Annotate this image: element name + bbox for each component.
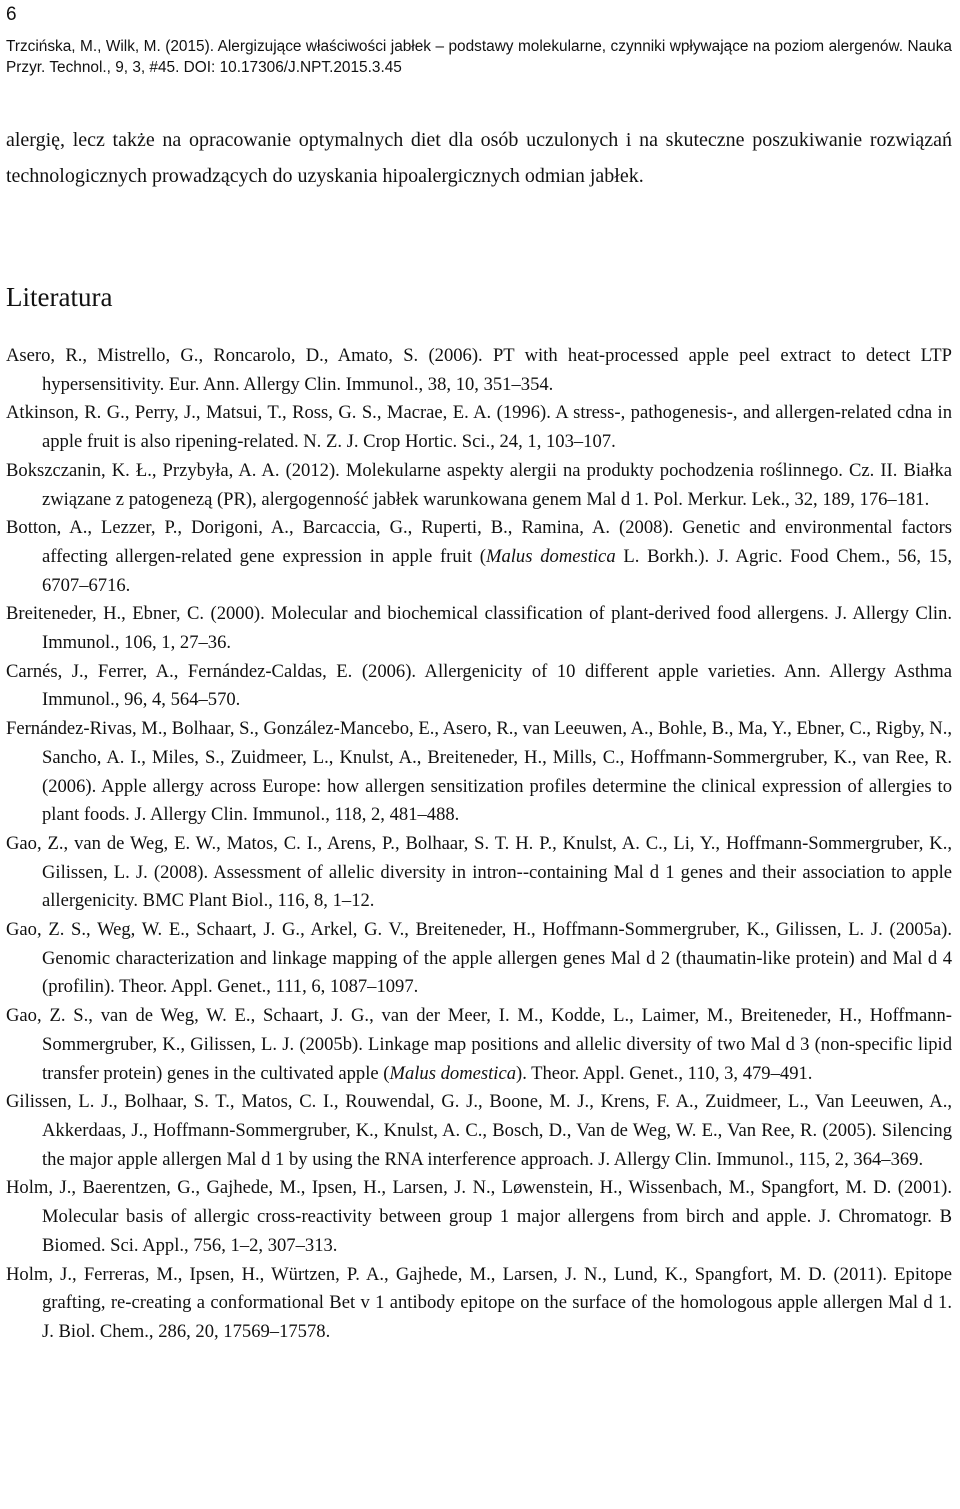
reference-entry: Holm, J., Baerentzen, G., Gajhede, M., Ipsen, H., Larsen, J. N., Løwenstein, H., Wissenbach, M., Spangfort, M. D. (2001). Molecular basis of allergic cross-reactivity between group 1 major allergens from birch and apple. J. Chromatogr. B Biomed. Sci. Appl., 756, 1–2, 307–313. [6, 1177, 952, 1256]
reference-entry: Carnés, J., Ferrer, A., Fernández-Caldas, E. (2006). Allergenicity of 10 different apple varieties. Ann. Allergy Asthma Immunol., 96, 4, 564–570. [6, 660, 952, 711]
reference-entry: Atkinson, R. G., Perry, J., Matsui, T., Ross, G. S., Macrae, E. A. (1996). A stress-, pathogenesis-, and allergen-related cdna in apple fruit is also ripening-related. N. Z. J. Crop Hortic. Sci., 24, 1, 103–107. [6, 402, 952, 453]
reference-entry [6, 514, 952, 600]
reference-entry: Fernández-Rivas, M., Bolhaar, S., González-Mancebo, E., Asero, R., van Leeuwen, A., Bohle, B., Ma, Y., Ebner, C., Rigby, N., Sancho, A. I., Miles, S., Zuidmeer, L., Knulst, A., Breiteneder, H., Mills, C., Hoffmann-Sommergruber, K., van Ree, R. (2006). Apple allergy across Europe: how allergen sensitization profiles determine the clinical expression of allergies to plant foods. J. Allergy Clin. Immunol., 118, 2, 481–488. [6, 718, 952, 826]
reference-entry: Gao, Z. S., Weg, W. E., Schaart, J. G., Arkel, G. V., Breiteneder, H., Hoffmann-Sommergruber, K., Gilissen, L. J. (2005a). Genomic characterization and linkage mapping of the apple allergen genes Mal d 2 (thaumatin-like protein) and Mal d 4 (profilin). Theor. Appl. Genet., 111, 6, 1087–1097. [6, 919, 952, 998]
reference-entry: Holm, J., Ferreras, M., Ipsen, H., Würtzen, P. A., Gajhede, M., Larsen, J. N., Lund, K., Spangfort, M. D. (2011). Epitope grafting, re-creating a conformational Bet v 1 antibody epitope on the surface of the homologous apple allergen Mal d 1. J. Biol. Chem., 286, 20, 17569–17578. [6, 1263, 952, 1342]
reference-text: L. Borkh.). J. Agric. Food Chem., 56, 15, 6707–6716. [42, 545, 953, 596]
reference-entry: Gao, Z., van de Weg, E. W., Matos, C. I., Arens, P., Bolhaar, S. T. H. P., Knulst, A. C., Li, Y., Hoffmann-Sommergruber, K., Gilissen, L. J. (2008). Assessment of allelic diversity in intron--containing Mal d 1 genes and their association to apple allergenicity. BMC Plant Biol., 116, 8, 1–12. [6, 832, 952, 912]
reference-list [6, 342, 952, 1347]
body-paragraph: alergię, lecz także na opracowanie optymalnych diet dla osób uczulonych i na skuteczne poszukiwanie rozwiązań technologicznych prowadzących do uzyskania hipoalergicznych odmian jabłek. [6, 129, 952, 187]
species-name: Malus domestica [485, 545, 616, 567]
species-name: Malus domestica [389, 1062, 516, 1084]
reference-entry: Bokszczanin, K. Ł., Przybyła, A. A. (2012). Molekularne aspekty alergii na produkty pochodzenia roślinnego. Cz. II. Białka związane z patogenezą (PR), alergogenność jabłek warunkowana genem Mal d 1. Pol. Merkur. Lek., 32, 189, 176–181. [6, 459, 952, 510]
reference-text: Botton, A., Lezzer, P., Dorigoni, A., Barcaccia, G., Ruperti, B., Ramina, A. (2008). Genetic and environmental factors affecting allergen-related gene expression in apple fruit ( [6, 517, 952, 567]
reference-entry: Gilissen, L. J., Bolhaar, S. T., Matos, C. I., Rouwendal, G. J., Boone, M. J., Krens, F. A., Zuidmeer, L., Van Leeuwen, A., Akkerdaas, J., Hoffmann-Sommergruber, K., Knulst, A. C., Bosch, D., Van de Weg, W. E., Van Ree, R. (2005). Silencing the major apple allergen Mal d 1 by using the RNA interference approach. J. Allergy Clin. Immunol., 115, 2, 364–369. [6, 1091, 952, 1170]
page-number: 6 [6, 4, 17, 25]
running-header-citation: Trzcińska, M., Wilk, M. (2015). Alergizujące właściwości jabłek – podstawy molekularne, czynniki wpływające na poziom alergenów. Nauka Przyr. Technol., 9, 3, #45. DOI: 10.17306/J.NPT.2015.3.45 [6, 38, 952, 76]
reference-entry: Breiteneder, H., Ebner, C. (2000). Molecular and biochemical classification of plant-derived food allergens. J. Allergy Clin. Immunol., 106, 1, 27–36. [6, 603, 952, 654]
reference-entry: Asero, R., Mistrello, G., Roncarolo, D., Amato, S. (2006). PT with heat-processed apple peel extract to detect LTP hypersensitivity. Eur. Ann. Allergy Clin. Immunol., 38, 10, 351–354. [6, 345, 952, 395]
reference-text: Gao, Z. S., van de Weg, W. E., Schaart, J. G., van der Meer, I. M., Kodde, L., Laimer, M., Breiteneder, H., Hoffmann-Sommergruber, K., Gilissen, L. J. (2005b). Linkage map positions and allelic diversity of two Mal d 3 (non-specific lipid transfer protein) genes in the cultivated apple ( [6, 1005, 952, 1084]
reference-text: ). Theor. Appl. Genet., 110, 3, 479–491. [516, 1062, 813, 1084]
reference-entry [6, 1002, 952, 1088]
section-heading: Literatura [6, 282, 113, 312]
